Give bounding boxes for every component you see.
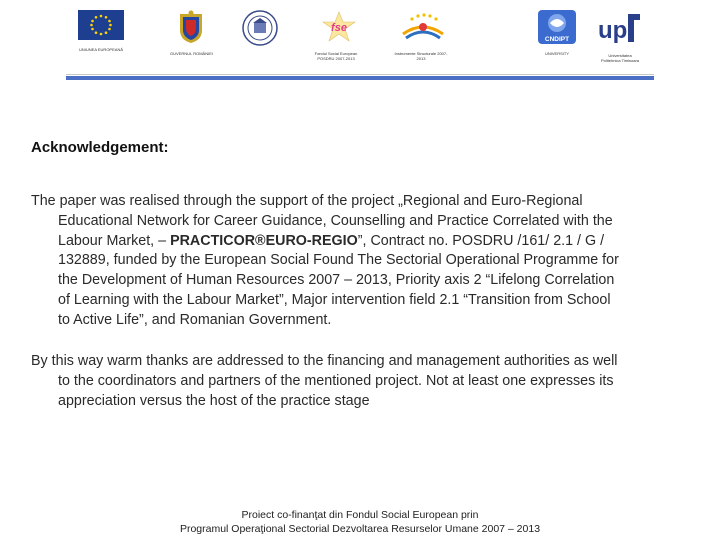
fse-logo-caption: Fondul Social European POSDRU 2007-2013 [314,51,358,61]
upt-icon [598,10,642,46]
structural-instruments-logo [394,10,448,61]
p1-line [31,232,691,252]
header-divider-gray [66,74,654,75]
p1-line: Educational Network for Career Guidance, Counselling and Practice Correlated with the [58,212,613,229]
romania-coat-of-arms-logo [170,10,213,56]
cndipt-logo [538,10,576,56]
footer-line-1: Proiect co-finanţat din Fondul Social European prin [241,509,479,521]
project-name: PRACTICOR®EURO-REGIO [170,232,358,249]
svg-text:fse: fse [331,22,347,34]
p1-line: The paper was realised through the support of the project „Regional and Euro-Regional [31,193,583,209]
cndipt-icon [538,10,576,44]
p1-line: of Learning with the Labour Market”, Major intervention field 2.1 “Transition from School [58,291,611,308]
p1-line-3-tail: ”, Contract no. POSDRU /161/ 2.1 / G / [357,232,605,249]
structural-instruments-caption: Instrumente Structurale 2007-2013 [394,51,448,61]
eu-flag-icon [78,10,124,40]
p2-line: By this way warm thanks are addressed to the financing and management authorities as well [31,353,618,369]
acknowledgement-title: Acknowledgement: [31,139,169,156]
header-logo-strip [0,0,720,80]
fse-star-icon [315,10,363,44]
seal-icon [242,10,278,46]
p1-line: 132889, funded by the European Social Found The Sectorial Operational Programme for [58,252,619,269]
p2-line: appreciation versus the host of the practice stage [58,392,370,409]
acknowledgement-paragraph-2 [31,352,691,411]
eu-flag-logo [78,10,124,52]
upt-logo-caption: Universitatea Politehnica Timisoara [600,53,640,63]
p2-line: to the coordinators and partners of the mentioned project. Not at least one expresses its [58,372,614,389]
p1-line: the Development of Human Resources 2007 – 2013, Priority axis 2 “Lifelong Correlation [58,272,615,289]
romania-logo-caption: GUVERNUL ROMÂNIEI [170,51,213,56]
footer-line-2: Programul Operaţional Sectorial Dezvoltarea Resurselor Umane 2007 – 2013 [179,523,541,535]
coat-of-arms-icon [174,10,208,44]
cndipt-logo-caption: UNIVERSITY [544,51,569,56]
funding-footer [140,508,580,536]
header-divider-blue [66,76,654,80]
eu-logo-caption: UNIUNEA EUROPEANĂ [78,47,123,52]
structural-instruments-icon [400,10,446,44]
svg-text:up: up [598,17,628,44]
ministry-seal-logo [242,10,278,51]
upt-logo [598,10,642,63]
p1-line: to Active Life”, and Romanian Government. [58,311,332,328]
fse-logo [312,10,366,61]
p1-line-3-head: Labour Market, – [58,232,171,249]
acknowledgement-paragraph-1 [31,192,691,331]
cndipt-label: CNDIPT [544,36,570,43]
